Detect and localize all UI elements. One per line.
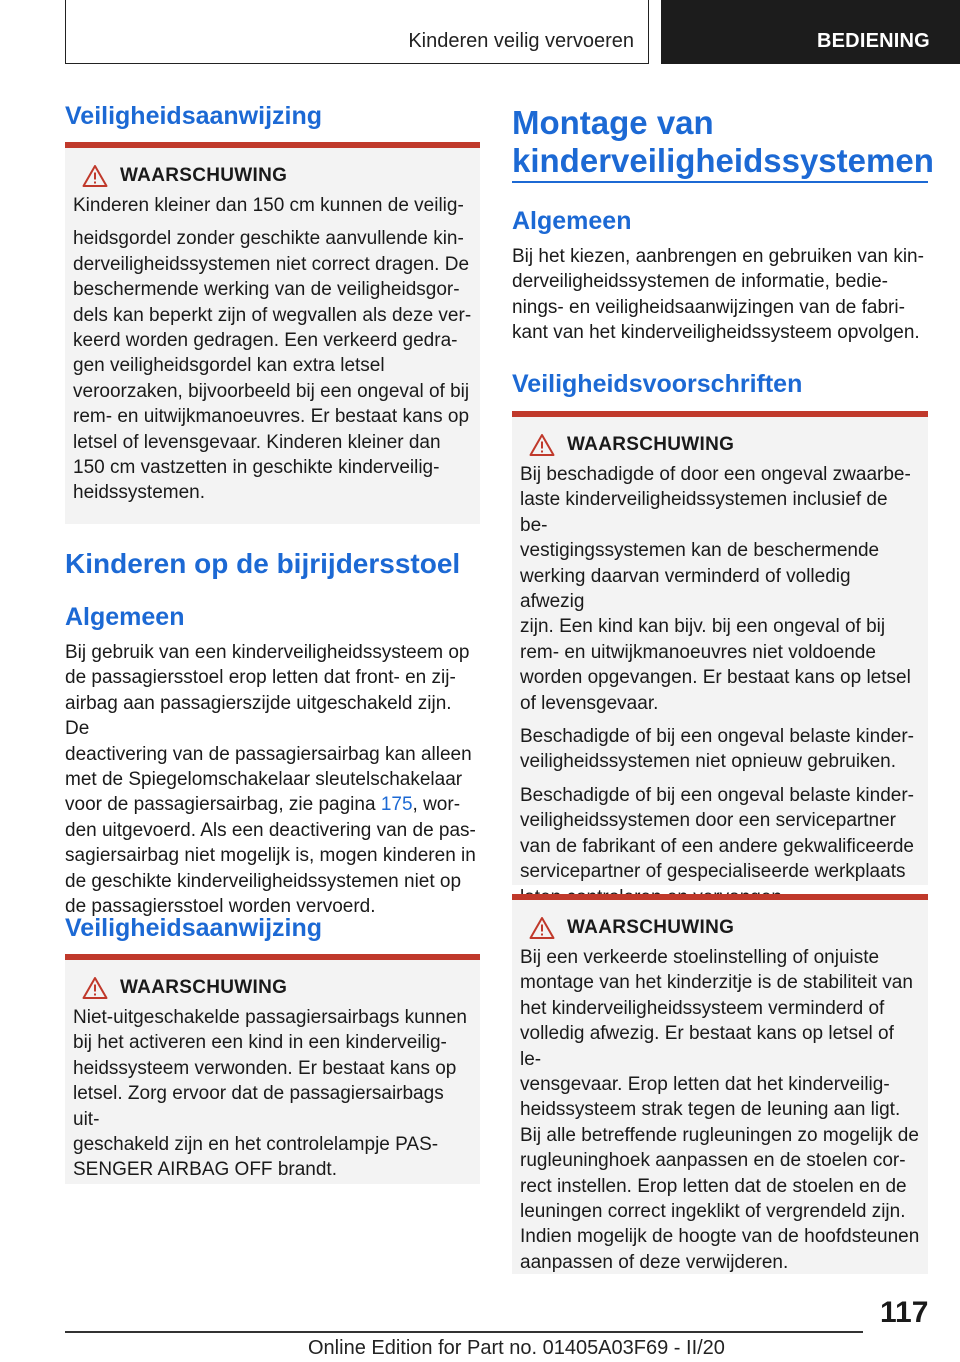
warning-line: veroorzaken, bijvoorbeeld bij een ongeval of bij (73, 380, 470, 402)
warning-line: heidsgordel zonder geschikte aanvullende kin- (73, 228, 464, 250)
warning-line: Bij een verkeerde stoelinstelling of onjuiste (520, 947, 880, 968)
main-title-line: Montage van (512, 104, 714, 141)
warning-line: rem- en uitwijkmanoeuvres niet voldoende (520, 641, 876, 663)
warning-line: vensgevaar. Erop letten dat het kinderveilig- (520, 1074, 890, 1096)
warning-line: montage van het kinderzitje is de stabiliteit van (520, 972, 913, 994)
title-underline (512, 181, 928, 183)
paragraph-line: de geschikte kinderveiligheidssystemen niet op (65, 870, 462, 892)
paragraph-line: Bij het kiezen, aanbrengen en gebruiken van kin- (512, 246, 924, 267)
warning-line: dels kan beperkt zijn of wegvallen als deze ver- (73, 304, 472, 326)
warning-triangle-icon (529, 916, 555, 940)
warning-line: heidssystemen. (73, 482, 206, 504)
page-reference-link[interactable]: 175 (380, 794, 413, 816)
heading-safety-notice-2: Veiligheidsaanwijzing (65, 914, 323, 942)
warning-line: 150 cm vastzetten in geschikte kinderveilig- (73, 457, 440, 479)
chapter-tab-label: BEDIENING (817, 30, 930, 52)
paragraph-line: met de Spiegelomschakelaar sleutelschakelaar (65, 769, 463, 791)
warning-line: volledig afwezig. Er bestaat kans op letsel of le- (520, 1023, 894, 1070)
section-title: Kinderen veilig vervoeren (408, 30, 634, 52)
warning-triangle-icon (529, 433, 555, 457)
warning-line: het kinderveiligheidssysteem verminderd of (520, 997, 885, 1019)
warning-line: zijn. Een kind kan bijv. bij een ongeval of bij (520, 616, 886, 638)
footer-edition: Online Edition for Part no. 01405A03F69 - II/20 (308, 1337, 725, 1359)
heading-safety-rules: Veiligheidsvoorschriften (512, 370, 803, 398)
warning-title: WAARSCHUWING (120, 165, 288, 186)
warning-line: worden opgevangen. Er bestaat kans op letsel (520, 667, 911, 689)
warning-line: Kinderen kleiner dan 150 cm kunnen de veilig- (73, 195, 464, 216)
warning-line: beschermende werking van de veiligheidsgor- (73, 279, 460, 301)
warning-line: Beschadigde of bij een ongeval belaste kinder- (520, 784, 914, 806)
warning-line: gen veiligheidsgordel kan extra letsel (73, 355, 385, 377)
warning-line: aanpassen of deze verwijderen. (520, 1251, 789, 1273)
chapter-tab (661, 0, 960, 64)
warning-line: letsel of levensgevaar. Kinderen kleiner dan (73, 431, 441, 453)
paragraph-general (512, 244, 928, 346)
paragraph-line: airbag aan passagierszijde uitgeschakeld zijn. De (65, 692, 452, 740)
subheading-general: Algemeen (65, 603, 185, 631)
warning-triangle-icon (82, 164, 108, 188)
warning-line: veiligheidssystemen door een servicepartner (520, 810, 896, 832)
warning-line: rect instellen. Erop letten dat de stoelen en de (520, 1175, 907, 1197)
paragraph-line: de passagiersstoel erop letten dat front- en zij- (65, 667, 456, 689)
warning-title: WAARSCHUWING (120, 977, 288, 998)
paragraph-line: Bij gebruik van een kinderveiligheidssysteem op (65, 642, 470, 663)
paragraph-line: sagiersairbag niet mogelijk is, mogen kinderen in (65, 845, 476, 867)
warning-box-2 (65, 954, 480, 1184)
warning-line: servicepartner of gespecialiseerde werkplaats (520, 861, 906, 883)
warning-line: van de fabrikant of een andere gekwalificeerde (520, 835, 914, 857)
footer-divider (65, 1331, 863, 1333)
warning-line: heidssysteem strak tegen de leuning aan ligt. (520, 1099, 901, 1121)
subheading-general: Algemeen (512, 207, 632, 235)
paragraph-line (65, 792, 480, 817)
warning-line: geschakeld zijn en het controlelampje PAS- (73, 1134, 439, 1156)
page-header (0, 0, 960, 66)
warning-line: vestigingssystemen kan de beschermende (520, 540, 880, 562)
warning-line: of levensgevaar. (520, 692, 659, 714)
paragraph-line: de passagiersstoel worden vervoerd. (65, 896, 376, 918)
paragraph-line: deactivering van de passagiersairbag kan alleen (65, 743, 472, 765)
warning-line: bij het activeren een kind in een kinderveilig- (73, 1032, 447, 1054)
warning-line: Bij beschadigde of door een ongeval zwaarbe- (520, 464, 911, 485)
warning-line: rugleuninghoek aanpassen en de stoelen cor- (520, 1150, 906, 1172)
warning-line: derveiligheidssystemen niet correct dragen. De (73, 253, 470, 275)
text-span: , wor- (412, 794, 461, 816)
warning-box-1 (65, 142, 480, 524)
paragraph-line: derveiligheidssystemen de informatie, bedie- (512, 271, 888, 293)
warning-line: werking daarvan verminderd of volledig afwezig (520, 565, 851, 613)
page-number: 117 (880, 1296, 929, 1329)
text-span: voor de passagiersairbag, zie pagina (65, 794, 381, 816)
heading-children-passenger-seat: Kinderen op de bijrijdersstoel (65, 548, 461, 579)
heading-safety-notice-1: Veiligheidsaanwijzing (65, 102, 323, 130)
warning-box-4 (512, 894, 928, 1274)
warning-title: WAARSCHUWING (567, 434, 735, 455)
paragraph-line: den uitgevoerd. Als een deactivering van de pas- (65, 819, 476, 841)
warning-triangle-icon (82, 976, 108, 1000)
main-title-line: kinderveiligheidssystemen (512, 142, 934, 179)
section-header-box (65, 0, 649, 64)
warning-title: WAARSCHUWING (567, 917, 735, 938)
warning-line: Beschadigde of bij een ongeval belaste kinder- (520, 726, 914, 748)
warning-box-3 (512, 411, 928, 885)
warning-line: SENGER AIRBAG OFF brandt. (73, 1159, 337, 1181)
warning-line: leuningen correct ingeklikt of vergrendeld zijn. (520, 1201, 906, 1223)
warning-line: laste kinderveiligheidssystemen inclusief de be- (520, 489, 888, 536)
paragraph-passenger-airbag (65, 640, 480, 919)
paragraph-line: nings- en veiligheidsaanwijzingen van de fabri- (512, 296, 905, 318)
warning-line: Bij alle betreffende rugleuningen zo mogelijk de (520, 1124, 919, 1146)
warning-line: keerd worden gedragen. Een verkeerd gedra- (73, 330, 458, 352)
main-title (512, 104, 934, 180)
warning-line: Niet-uitgeschakelde passagiersairbags kunnen (73, 1007, 467, 1028)
paragraph-line: kant van het kinderveiligheidssysteem opvolgen. (512, 322, 920, 344)
warning-line: veiligheidssystemen niet opnieuw gebruiken. (520, 751, 897, 773)
warning-line: heidssysteem verwonden. Er bestaat kans op (73, 1057, 457, 1079)
warning-line: letsel. Zorg ervoor dat de passagiersairbags uit- (73, 1083, 444, 1130)
warning-line: Indien mogelijk de hoogte van de hoofdsteunen (520, 1226, 920, 1248)
warning-line: rem- en uitwijkmanoeuvres. Er bestaat kans op (73, 406, 470, 428)
